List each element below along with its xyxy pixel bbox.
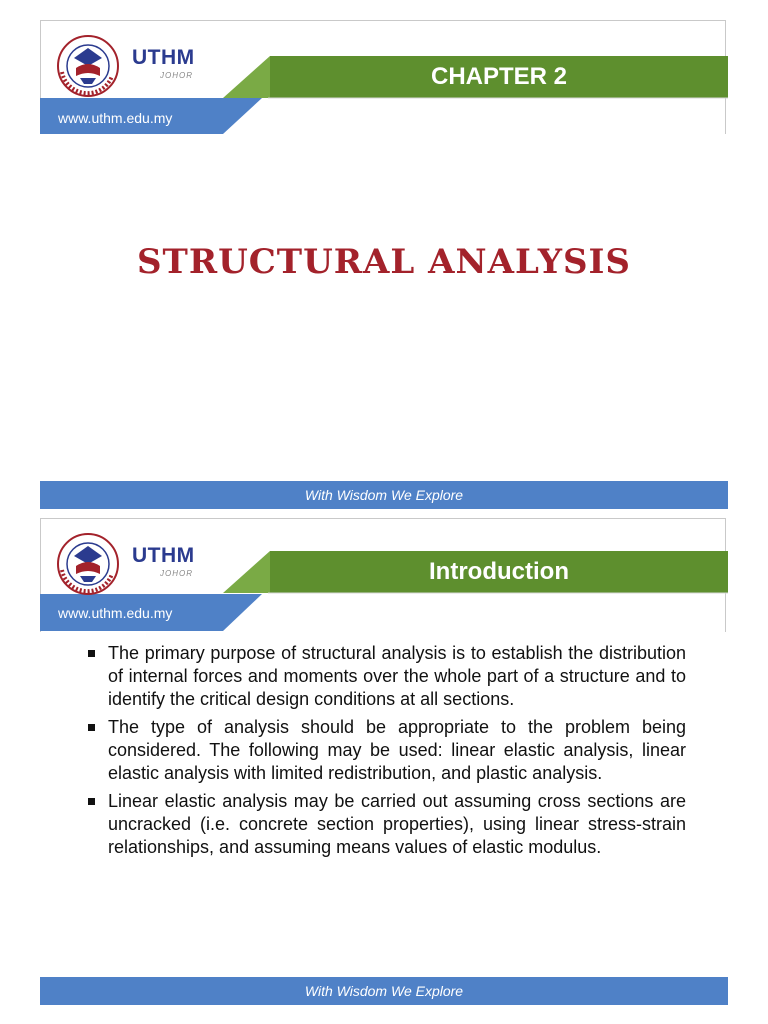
header-title: CHAPTER 2 [430, 63, 568, 90]
square-bullet-icon [88, 724, 95, 731]
header-title: Introduction [429, 558, 569, 585]
bullet-text: The primary purpose of structural analysis is to establish the distribution of internal forces and moments over the whole part of a structure and to identify the critical design conditions at all sections. [108, 643, 686, 709]
list-item [88, 642, 686, 711]
uthm-seal-icon [54, 528, 130, 604]
logo-text: UTHM [132, 46, 195, 69]
slide-footer [40, 481, 728, 509]
website-url: www.uthm.edu.my [58, 110, 173, 126]
uthm-logo [54, 528, 224, 604]
bullet-list [88, 642, 686, 864]
logo-text: UTHM [132, 544, 195, 567]
bullet-text: The type of analysis should be appropriate to the problem being considered. The following may be used: linear elastic analysis, linear elastic analysis with limited redistribution, and plastic analysis. [108, 717, 686, 783]
slide-introduction [40, 518, 728, 1006]
green-band-slant [223, 56, 270, 98]
green-band-slant [223, 551, 270, 593]
footer-tagline: With Wisdom We Explore [304, 487, 464, 503]
slide-header [40, 518, 728, 636]
logo-subtext: JOHOR [160, 71, 193, 80]
slide-footer [40, 977, 728, 1005]
website-url: www.uthm.edu.my [58, 605, 173, 621]
uthm-logo [54, 30, 224, 106]
uthm-seal-icon [54, 30, 130, 106]
list-item [88, 790, 686, 859]
bullet-text: Linear elastic analysis may be carried out assuming cross sections are uncracked (i.e. concrete section properties), using linear stress-strain relationships, and assuming means values of elastic modulus. [108, 791, 686, 857]
list-item [88, 716, 686, 785]
footer-tagline: With Wisdom We Explore [304, 983, 464, 999]
square-bullet-icon [88, 650, 95, 657]
slide-header [40, 20, 728, 138]
square-bullet-icon [88, 798, 95, 805]
slide-chapter-title [40, 20, 728, 510]
logo-subtext: JOHOR [160, 569, 193, 578]
slide-title: STRUCTURAL ANALYSIS [136, 242, 631, 282]
